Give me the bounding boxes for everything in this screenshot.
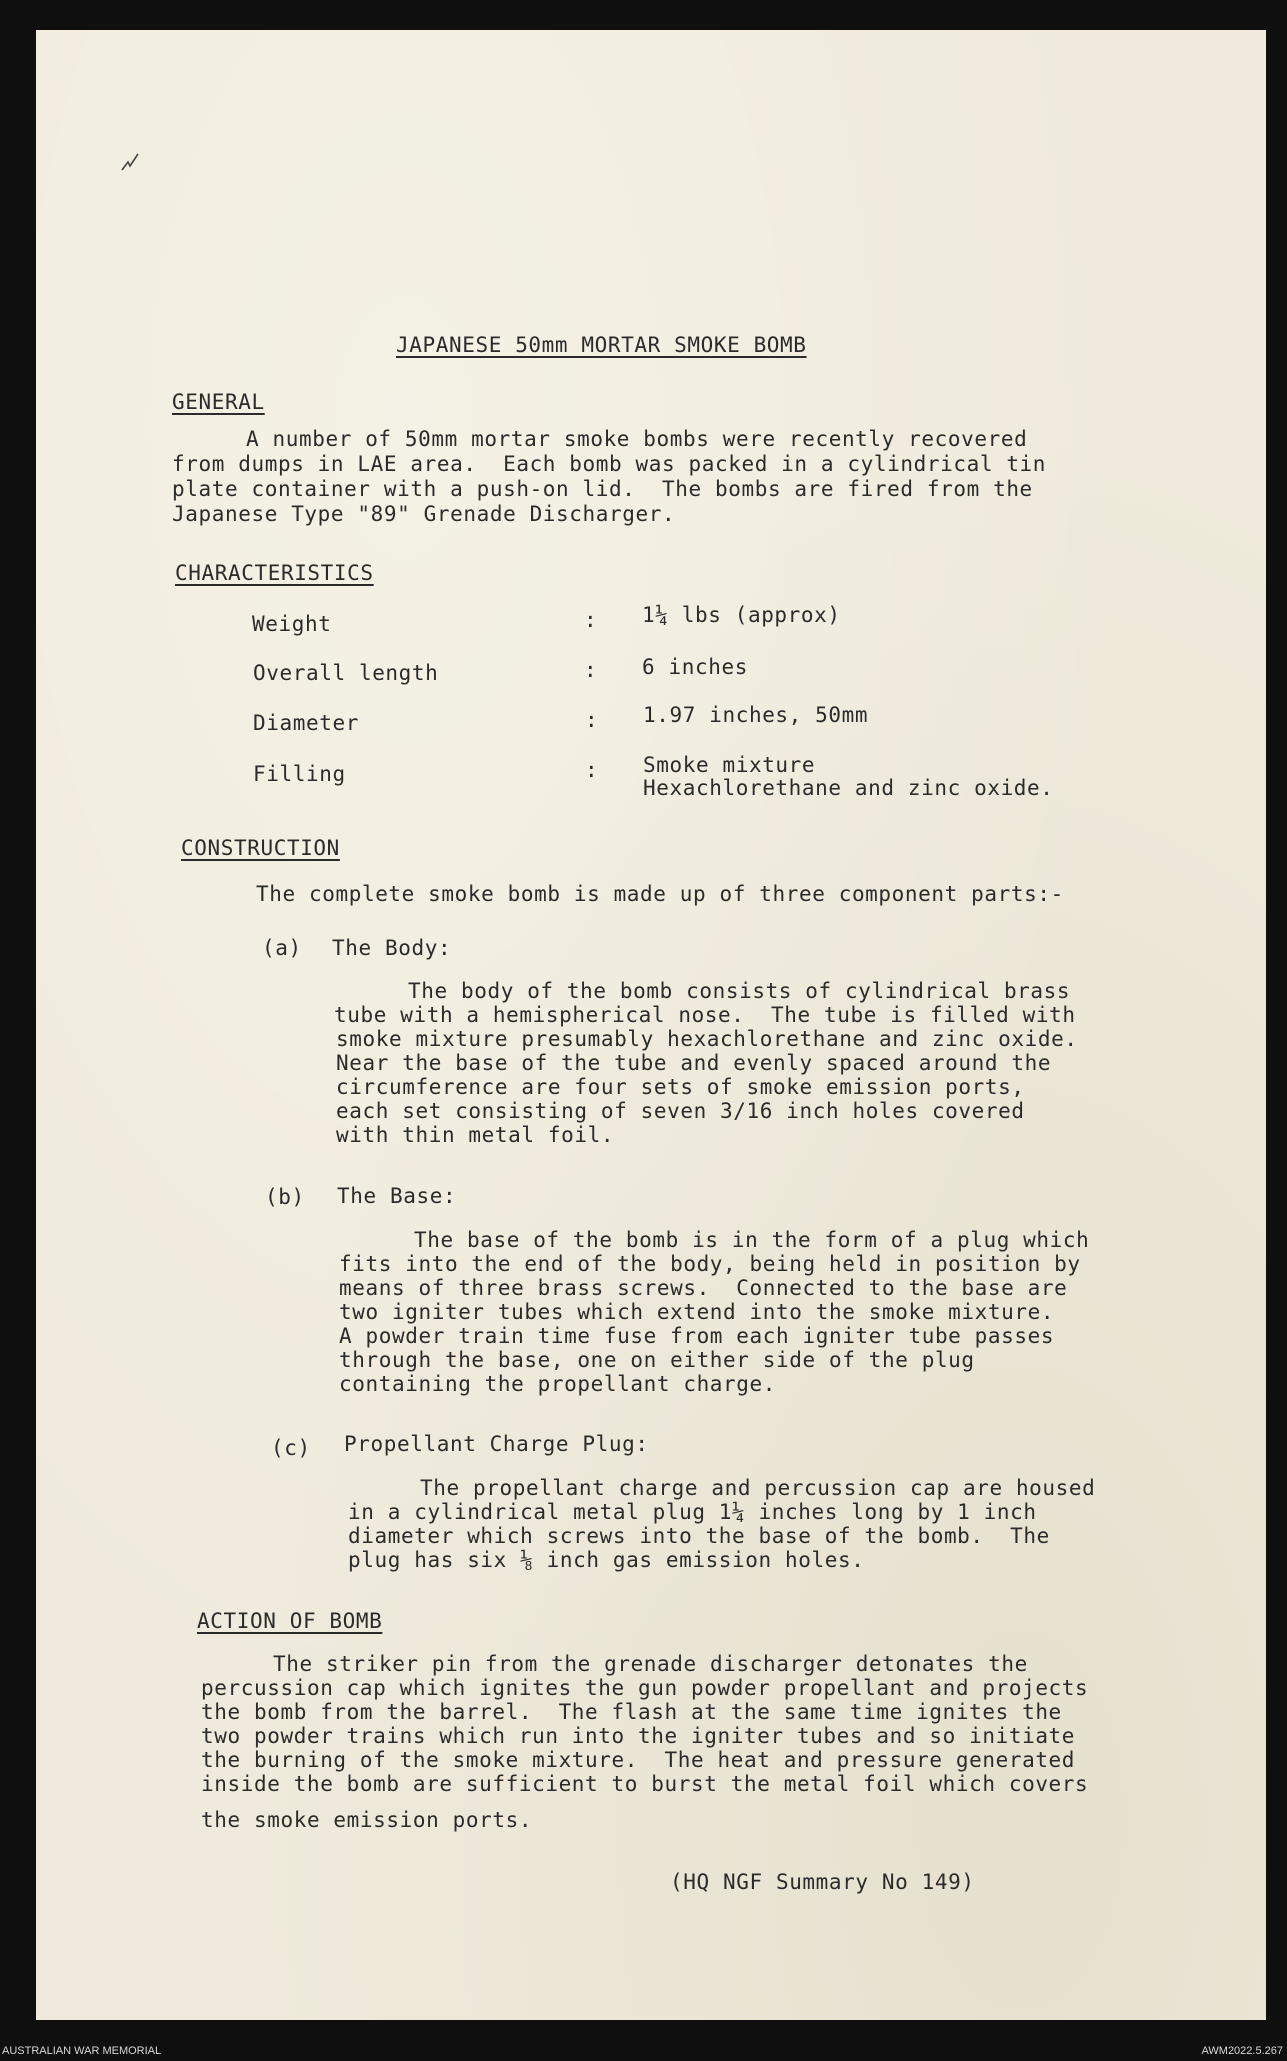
- characteristic-value: Smoke mixture: [643, 753, 816, 777]
- characteristic-separator: :: [585, 758, 599, 782]
- section-heading-construction: CONSTRUCTION: [181, 836, 340, 860]
- characteristic-value-continued: Hexachlorethane and zinc oxide.: [643, 776, 1054, 800]
- general-line: from dumps in LAE area. Each bomb was packed in a cylindrical tin: [172, 452, 1047, 476]
- action-line: the smoke emission ports.: [201, 1808, 533, 1832]
- characteristic-value: 1¼ lbs (approx): [642, 603, 841, 627]
- characteristic-label: Diameter: [253, 711, 359, 735]
- action-line: inside the bomb are sufficient to burst the metal foil which covers: [201, 1772, 1089, 1796]
- part-line: The base of the bomb is in the form of a plug which: [414, 1228, 1090, 1252]
- action-line: the burning of the smoke mixture. The heat and pressure generated: [201, 1748, 1076, 1772]
- characteristic-label: Filling: [253, 762, 346, 786]
- part-line: plug has six ⅛ inch gas emission holes.: [348, 1548, 865, 1572]
- characteristic-value: 6 inches: [642, 655, 748, 679]
- part-line: Near the base of the tube and evenly spaced around the: [336, 1051, 1052, 1075]
- part-line: circumference are four sets of smoke emission ports,: [336, 1075, 1025, 1099]
- document-title: JAPANESE 50mm MORTAR SMOKE BOMB: [396, 333, 807, 357]
- part-line: containing the propellant charge.: [339, 1372, 777, 1396]
- part-line: diameter which screws into the base of the bomb. The: [348, 1524, 1050, 1548]
- characteristic-value: 1.97 inches, 50mm: [643, 703, 869, 727]
- characteristic-label: Weight: [252, 612, 332, 636]
- part-line: The propellant charge and percussion cap are housed: [420, 1476, 1096, 1500]
- footer-archive-name: AUSTRALIAN WAR MEMORIAL: [2, 2045, 162, 2057]
- part-line: A powder train time fuse from each igniter tube passes: [339, 1324, 1055, 1348]
- part-line: tube with a hemispherical nose. The tube is filled with: [334, 1003, 1076, 1027]
- part-title: Propellant Charge Plug:: [344, 1432, 649, 1456]
- part-title: The Base:: [337, 1184, 457, 1208]
- source-reference: (HQ NGF Summary No 149): [670, 1870, 975, 1894]
- part-line: fits into the end of the body, being held in position by: [339, 1252, 1081, 1276]
- section-heading-action: ACTION OF BOMB: [197, 1609, 383, 1633]
- footer-catalogue-number: AWM2022.5.267: [1201, 2045, 1283, 2057]
- action-line: percussion cap which ignites the gun powder propellant and projects: [201, 1676, 1089, 1700]
- part-marker: (b): [265, 1185, 305, 1209]
- characteristic-separator: :: [584, 608, 598, 632]
- action-line: The striker pin from the grenade discharger detonates the: [273, 1652, 1028, 1676]
- action-line: the bomb from the barrel. The flash at the same time ignites the: [201, 1700, 1062, 1724]
- characteristic-separator: :: [584, 658, 598, 682]
- part-line: each set consisting of seven 3/16 inch holes covered: [336, 1099, 1025, 1123]
- pencil-tick-mark: [120, 152, 140, 174]
- general-line: A number of 50mm mortar smoke bombs were recently recovered: [246, 427, 1028, 451]
- characteristic-separator: :: [585, 708, 599, 732]
- part-title: The Body:: [332, 936, 452, 960]
- action-line: two powder trains which run into the igniter tubes and so initiate: [201, 1724, 1076, 1748]
- part-marker: (a): [262, 936, 302, 960]
- part-line: smoke mixture presumably hexachlorethane and zinc oxide.: [336, 1027, 1078, 1051]
- part-marker: (c): [271, 1436, 311, 1460]
- part-line: in a cylindrical metal plug 1¼ inches long by 1 inch: [348, 1500, 1037, 1524]
- part-line: through the base, one on either side of the plug: [339, 1348, 975, 1372]
- general-line: plate container with a push-on lid. The bombs are fired from the: [172, 477, 1033, 501]
- characteristic-label: Overall length: [253, 661, 439, 685]
- section-heading-characteristics: CHARACTERISTICS: [175, 561, 374, 585]
- construction-intro: The complete smoke bomb is made up of three component parts:-: [256, 882, 1064, 906]
- part-line: The body of the bomb consists of cylindrical brass: [408, 979, 1071, 1003]
- general-line: Japanese Type "89" Grenade Discharger.: [172, 502, 676, 526]
- part-line: two igniter tubes which extend into the smoke mixture.: [339, 1300, 1055, 1324]
- section-heading-general: GENERAL: [172, 390, 265, 414]
- part-line: with thin metal foil.: [336, 1123, 615, 1147]
- part-line: means of three brass screws. Connected to the base are: [339, 1276, 1068, 1300]
